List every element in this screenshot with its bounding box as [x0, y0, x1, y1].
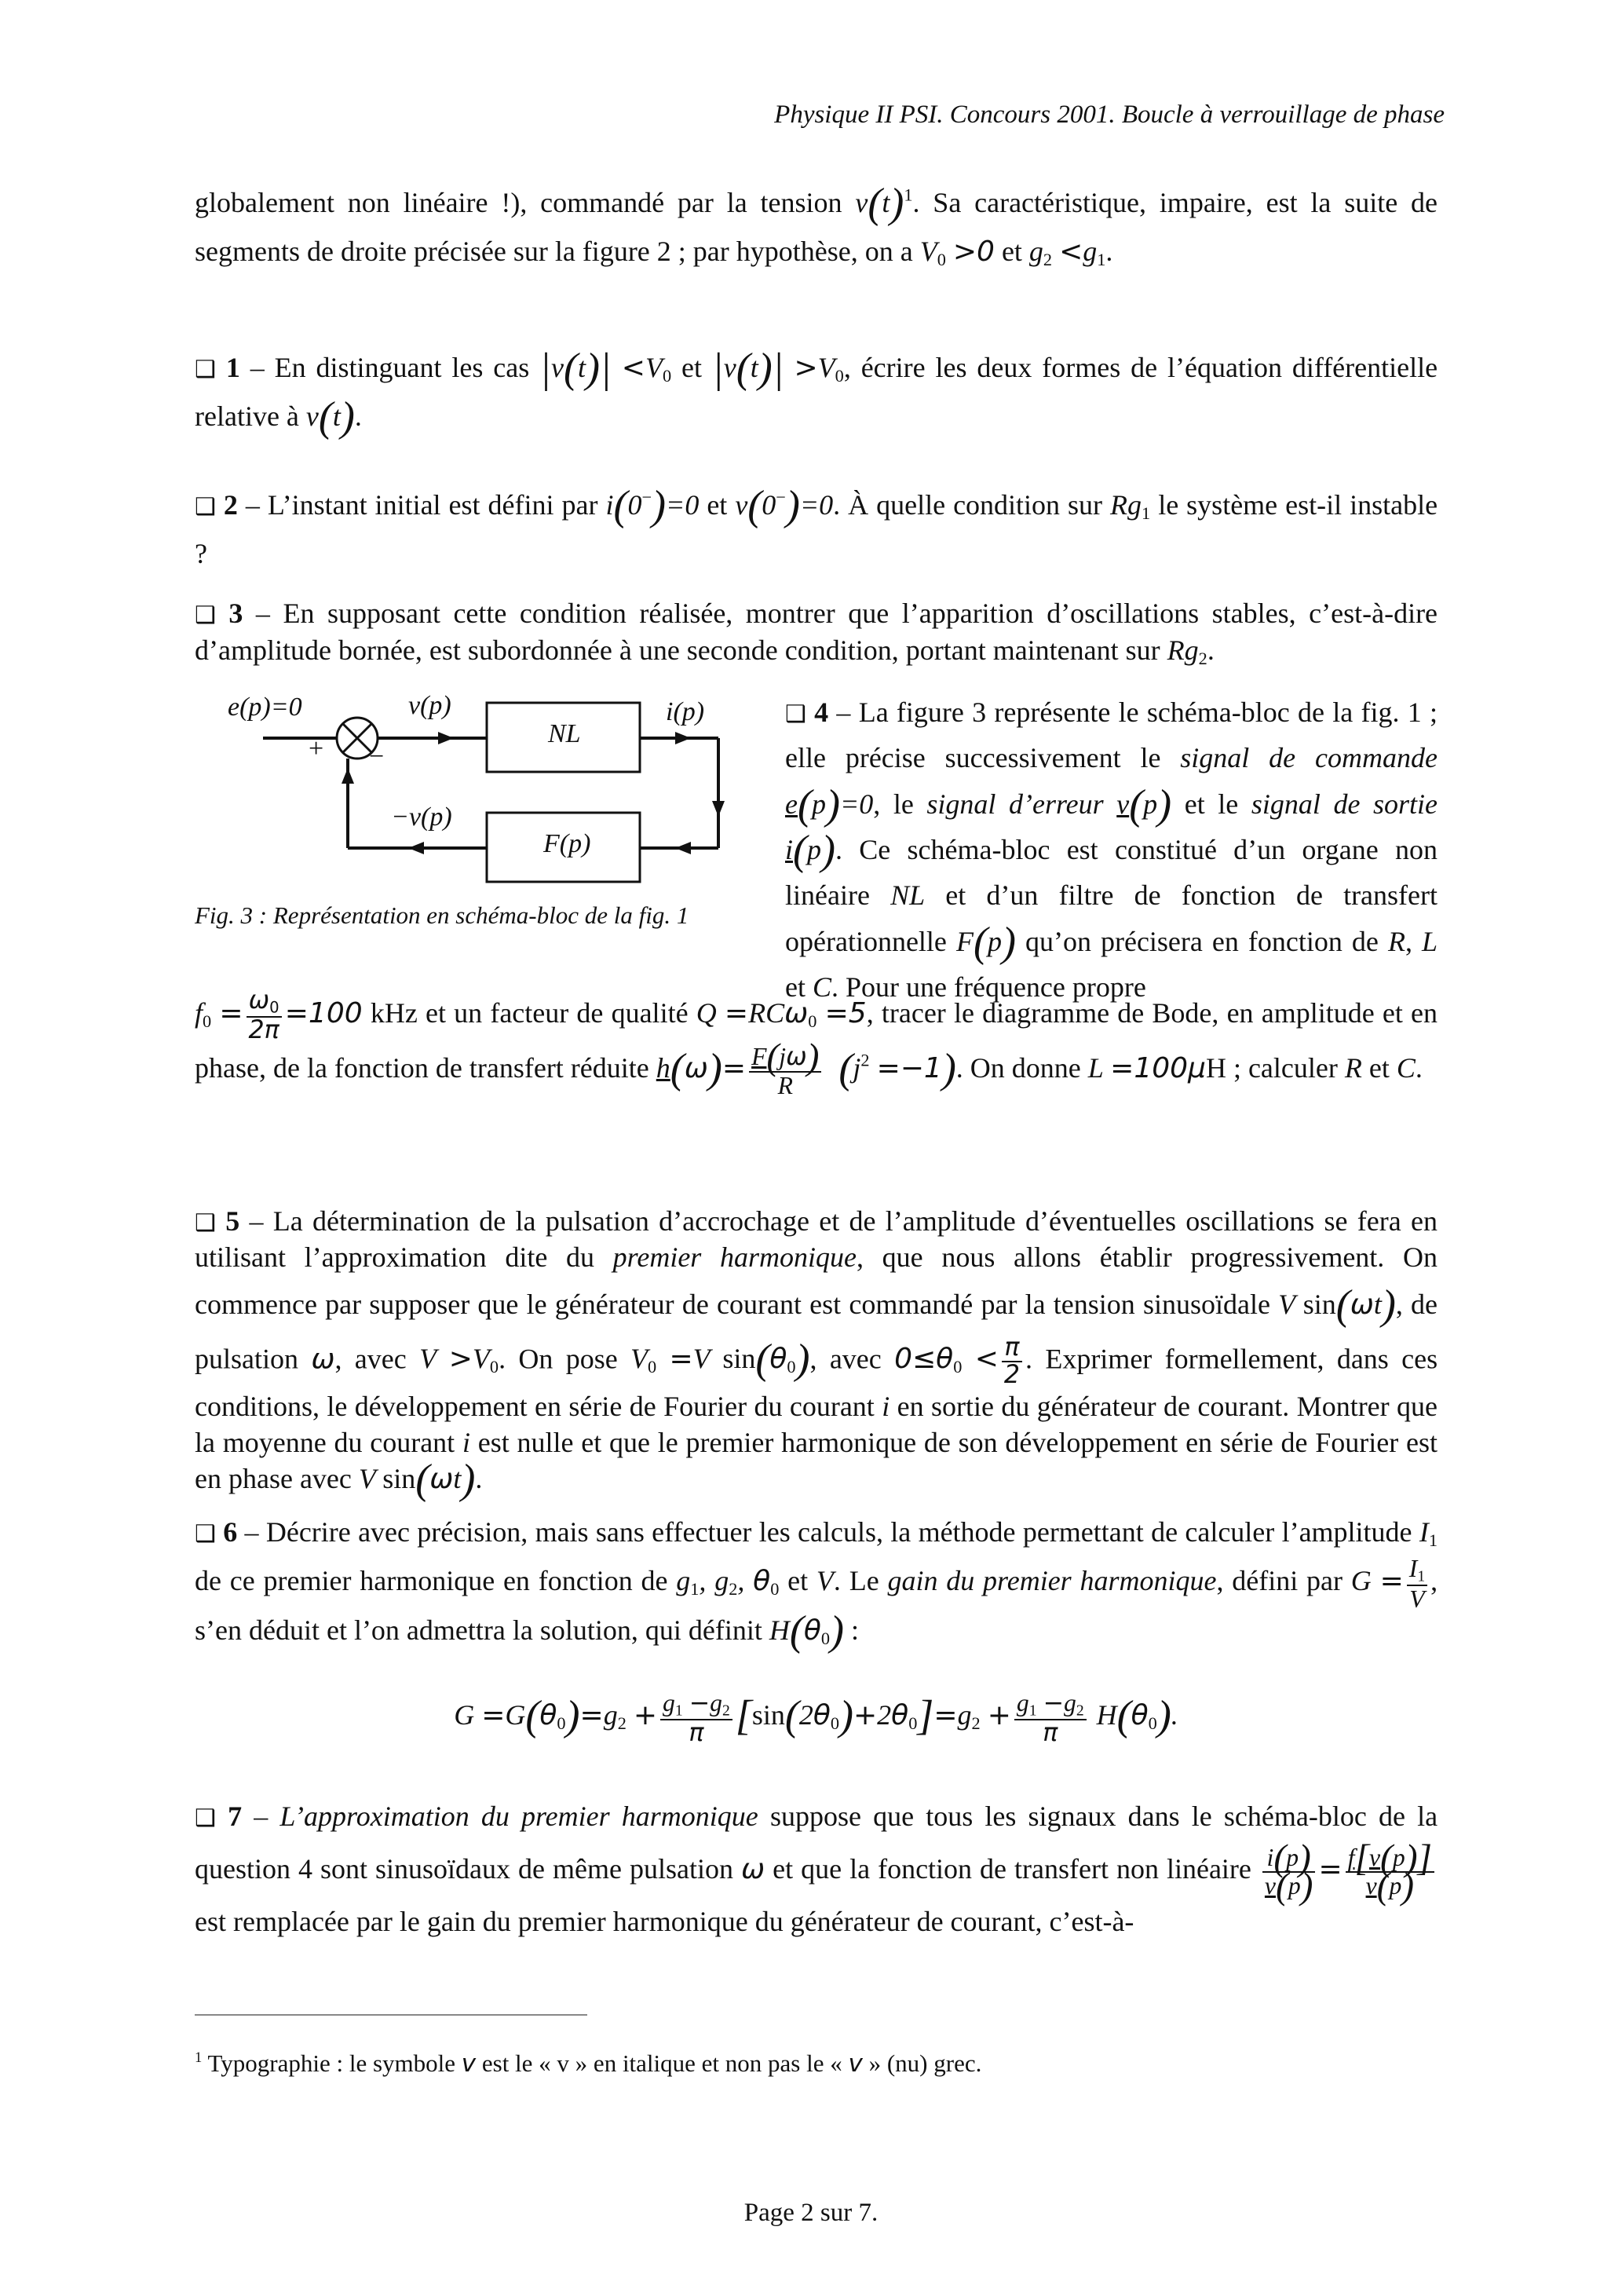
feedback-signal-label: −v(p) — [391, 803, 452, 832]
gain-equation: $G =G(\theta_0)=g_2$ + $\frac{g_1 -g_2}{\pi}$ $[\sin(2\theta_0)+2\theta_0]=g_2$ + $\frac{g_1 -g_2}{\pi}$ $H(\theta_0)$. — [454, 1689, 1178, 1748]
figure-caption: Fig. 3 : Représentation en schéma-bloc de la fig. 1 — [195, 901, 689, 929]
question-1: ❑ 1 – En distinguant les cas $|v(t)| <V_0$ et $|v(t)| >V_0$, écrire les deux formes de l’équation différentielle relative à v(t). — [195, 344, 1438, 441]
question-4-continued: $f_0$ = $\frac{\omega_0}{2\pi}$ =100 kHz et un facteur de qualité Q =RCω$_0$ =5, tracer le diagramme de Bode, en amplitude et en phase, de la fonction de transfert réduite h(ω)= $\frac{F(j\omega)}{R}$ $(j^2 =-1)$. On donne L =100μH ; calculer R et C. — [195, 986, 1438, 1099]
footnote: $^1$ Typographie : le symbole v est le « v » en italique et non pas le « v » (nu) grec. — [195, 2049, 982, 2078]
checkbox-icon: ❑ — [195, 1209, 216, 1237]
plus-sign: + — [309, 734, 324, 763]
checkbox-icon: ❑ — [195, 1520, 216, 1548]
checkbox-icon: ❑ — [195, 601, 216, 629]
checkbox-icon: ❑ — [195, 1804, 216, 1832]
question-3: ❑ 3 – En supposant cette condition réalisée, montrer que l’apparition d’oscillations stables, c’est-à-dire d’amplitude bornée, est subordonnée à une seconde condition, portant maintenant sur $Rg_2$. — [195, 598, 1438, 669]
question-4-column: ❑ 4 – La figure 3 représente le schéma-bloc de la fig. 1 ; elle précise successivement le signal de commande e(p)=0, le signal d’erreur v(p) et le signal de sortie i(p). Ce schéma-bloc est constitué d’un organe non linéaire NL et d’un filtre de fonction de transfert opérationnelle F(p) qu’on précisera en fonction de R, L et C. Pour une fréquence propre — [785, 696, 1438, 1003]
checkbox-icon: ❑ — [195, 356, 216, 383]
minus-sign: − — [369, 742, 385, 771]
question-6: ❑ 6 – Décrire avec précision, mais sans effectuer les calculs, la méthode permettant de calculer l’amplitude $I_1$ de ce premier harmonique en fonction de $g_1$, $g_2$, $\theta_0$ et V. Le gain du premier harmonique, défini par G = $\frac{I_1}{V}$ , s’en déduit et l’on admettra la solution, qui définit $H(\theta_0)$ : — [195, 1516, 1438, 1654]
checkbox-icon: ❑ — [785, 700, 806, 728]
question-7: ❑ 7 – L’approximation du premier harmonique suppose que tous les signaux dans le schéma-bloc de la question 4 sont sinusoïdaux de même pulsation ω et que la fonction de transfert non linéaire $\frac{i(p)}{v(p)}$ = $\frac{f[v(p)]}{v(p)}$ est remplacée par le gain du premier harmonique du générateur de courant, c’est-à- — [195, 1801, 1438, 1938]
intro-paragraph: globalement non linéaire !), commandé par la tension $v(t)^1$. Sa caractéristique, impaire, est la suite de segments de droite précisée sur la figure 2 ; par hypothèse, on a $V_0 >0$ et $g_2 <g_1$. — [195, 179, 1438, 270]
input-signal-label: e(p)=0 — [228, 693, 302, 722]
footnote-separator — [195, 2014, 587, 2016]
error-signal-label: v(p) — [408, 691, 451, 720]
running-header: Physique II PSI. Concours 2001. Boucle à verrouillage de phase — [774, 101, 1445, 129]
filter-block-label: F(p) — [543, 829, 591, 858]
page-number: Page 2 sur 7. — [743, 2199, 879, 2227]
output-signal-label: i(p) — [666, 697, 705, 726]
nl-block-label: NL — [548, 719, 581, 748]
checkbox-icon: ❑ — [195, 493, 216, 521]
question-2: ❑ 2 – L’instant initial est défini par i(0−)=0 et v(0−)=0. À quelle condition sur $Rg_1$ le système est-il instable ? — [195, 481, 1438, 569]
question-5: ❑ 5 – La détermination de la pulsation d’accrochage et de l’amplitude d’éventuelles oscillations se fera en utilisant l’approximation dite du premier harmonique, que nous allons établir progressivement. On commence par supposer que le générateur de courant est commandé par la tension sinusoïdale V sin(ωt), de pulsation ω, avec $V >V_0$. On pose $V_0 =V$ $\sin(\theta_0)$, avec $0\le\theta_0$ < $\frac{\pi}{2}$ . Exprimer formellement, dans ces conditions, le développement en série de Fourier du courant i en sortie du générateur de courant. Montrer que la moyenne du courant i est nulle et que le premier harmonique de son développement en série de Fourier est en phase avec V sin(ωt). — [195, 1205, 1438, 1503]
